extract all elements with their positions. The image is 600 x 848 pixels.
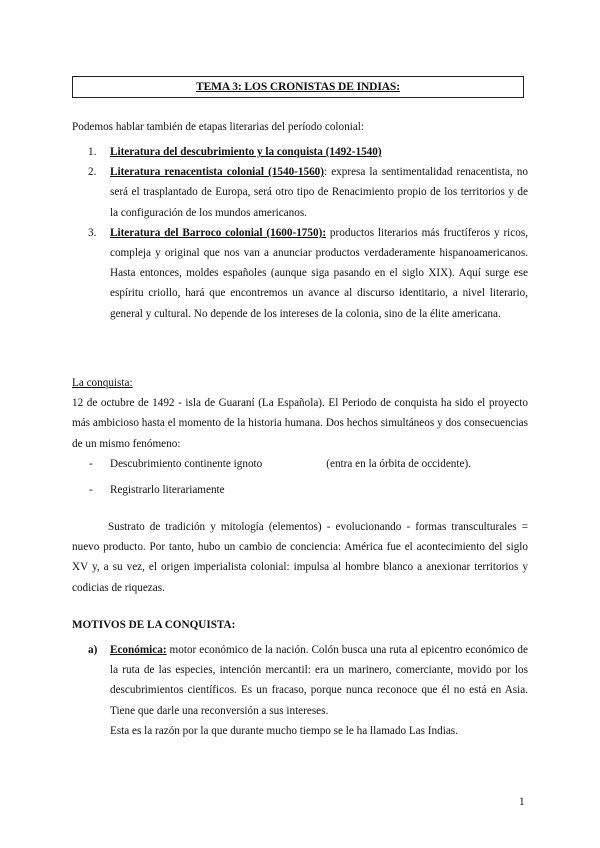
- stage-item: [72, 142, 528, 162]
- page-number: 1: [519, 796, 525, 808]
- stage-item: [72, 223, 528, 324]
- motivo-label: a): [88, 644, 98, 656]
- motivos-heading: MOTIVOS DE LA CONQUISTA:: [72, 619, 236, 631]
- conquista-section: [72, 373, 528, 454]
- stage-text: productos literarios más fructíferos y ricos, compleja y original que nos van a anunciar productos verdaderamente hispanoamericanos. Hasta entonces, moldes españoles (aunque siga pasando en el siglo XIX). Aquí surge ese espíritu criollo, hará que encontremos un avance al discurso identitario, a nivel literario, general y cultural. No depende de los intereses de la colonia, sino de la élite americana.: [110, 226, 528, 320]
- stage-number: 3.: [88, 226, 97, 239]
- intro-paragraph: Podemos hablar también de etapas literarias del período colonial:: [72, 121, 365, 133]
- motivo-item: [72, 640, 528, 741]
- stage-text: : expresa la sentimentalidad renacentista, no será el trasplantado de Europa, será otro tipo de Renacimiento propio de los territorios y de la configuración de los mundos americanos.: [110, 166, 528, 219]
- list-dash: -: [89, 484, 93, 496]
- title-box: [72, 76, 524, 98]
- motivo-text: motor económico de la nación. Colón busca una ruta al epicentro económico de la ruta de las especies, intención mercantil: era un marinero, comerciante, movido por los descubrimientos científicos. Es un fracaso, porque nunca reconoce que él no está en Asia. Tiene que darle una reconversión a sus intereses.: [110, 644, 528, 717]
- conquista-heading: La conquista:: [72, 377, 133, 389]
- list-item-extra: (entra en la órbita de occidente).: [326, 458, 471, 470]
- stage-item: [72, 162, 528, 223]
- stage-number: 2.: [88, 166, 97, 179]
- stage-heading: Literatura del Barroco colonial (1600-1750):: [110, 226, 327, 239]
- stage-heading: Literatura del descubrimiento y la conquista (1492-1540): [110, 146, 382, 158]
- conquista-list: [72, 451, 528, 503]
- page-title: TEMA 3: LOS CRONISTAS DE INDIAS:: [196, 81, 400, 93]
- stage-heading: Literatura renacentista colonial (1540-1560): [110, 166, 324, 179]
- list-item-text: Registrarlo literariamente: [110, 484, 225, 496]
- list-dash: -: [89, 458, 93, 470]
- list-item: [72, 451, 528, 477]
- conquista-paragraph: 12 de octubre de 1492 - isla de Guaraní (La Española). El Periodo de conquista ha sido el proyecto más ambicioso hasta el momento de la historia humana. Dos hechos simultáneos y dos consecuencias de un mismo fenómeno:: [72, 397, 528, 450]
- list-item-text: Descubrimiento continente ignoto: [110, 458, 263, 470]
- sustrato-paragraph: Sustrato de tradición y mitología (elementos) - evolucionando - formas transculturales = nuevo producto. Por tanto, hubo un cambio de conciencia: América fue el acontecimiento del siglo XV y, a su vez, el origen imperialista colonial: impulsa al hombre blanco a anexionar territorios y codicias de riquezas.: [72, 521, 528, 594]
- motivo-extra: Esta es la razón por la que durante mucho tiempo se le ha llamado Las Indias.: [110, 724, 458, 737]
- motivo-heading: Económica:: [110, 644, 167, 656]
- stage-number: 1.: [88, 146, 97, 158]
- motivos-list: [72, 640, 528, 741]
- stages-list: [72, 142, 528, 324]
- list-item: [72, 477, 528, 503]
